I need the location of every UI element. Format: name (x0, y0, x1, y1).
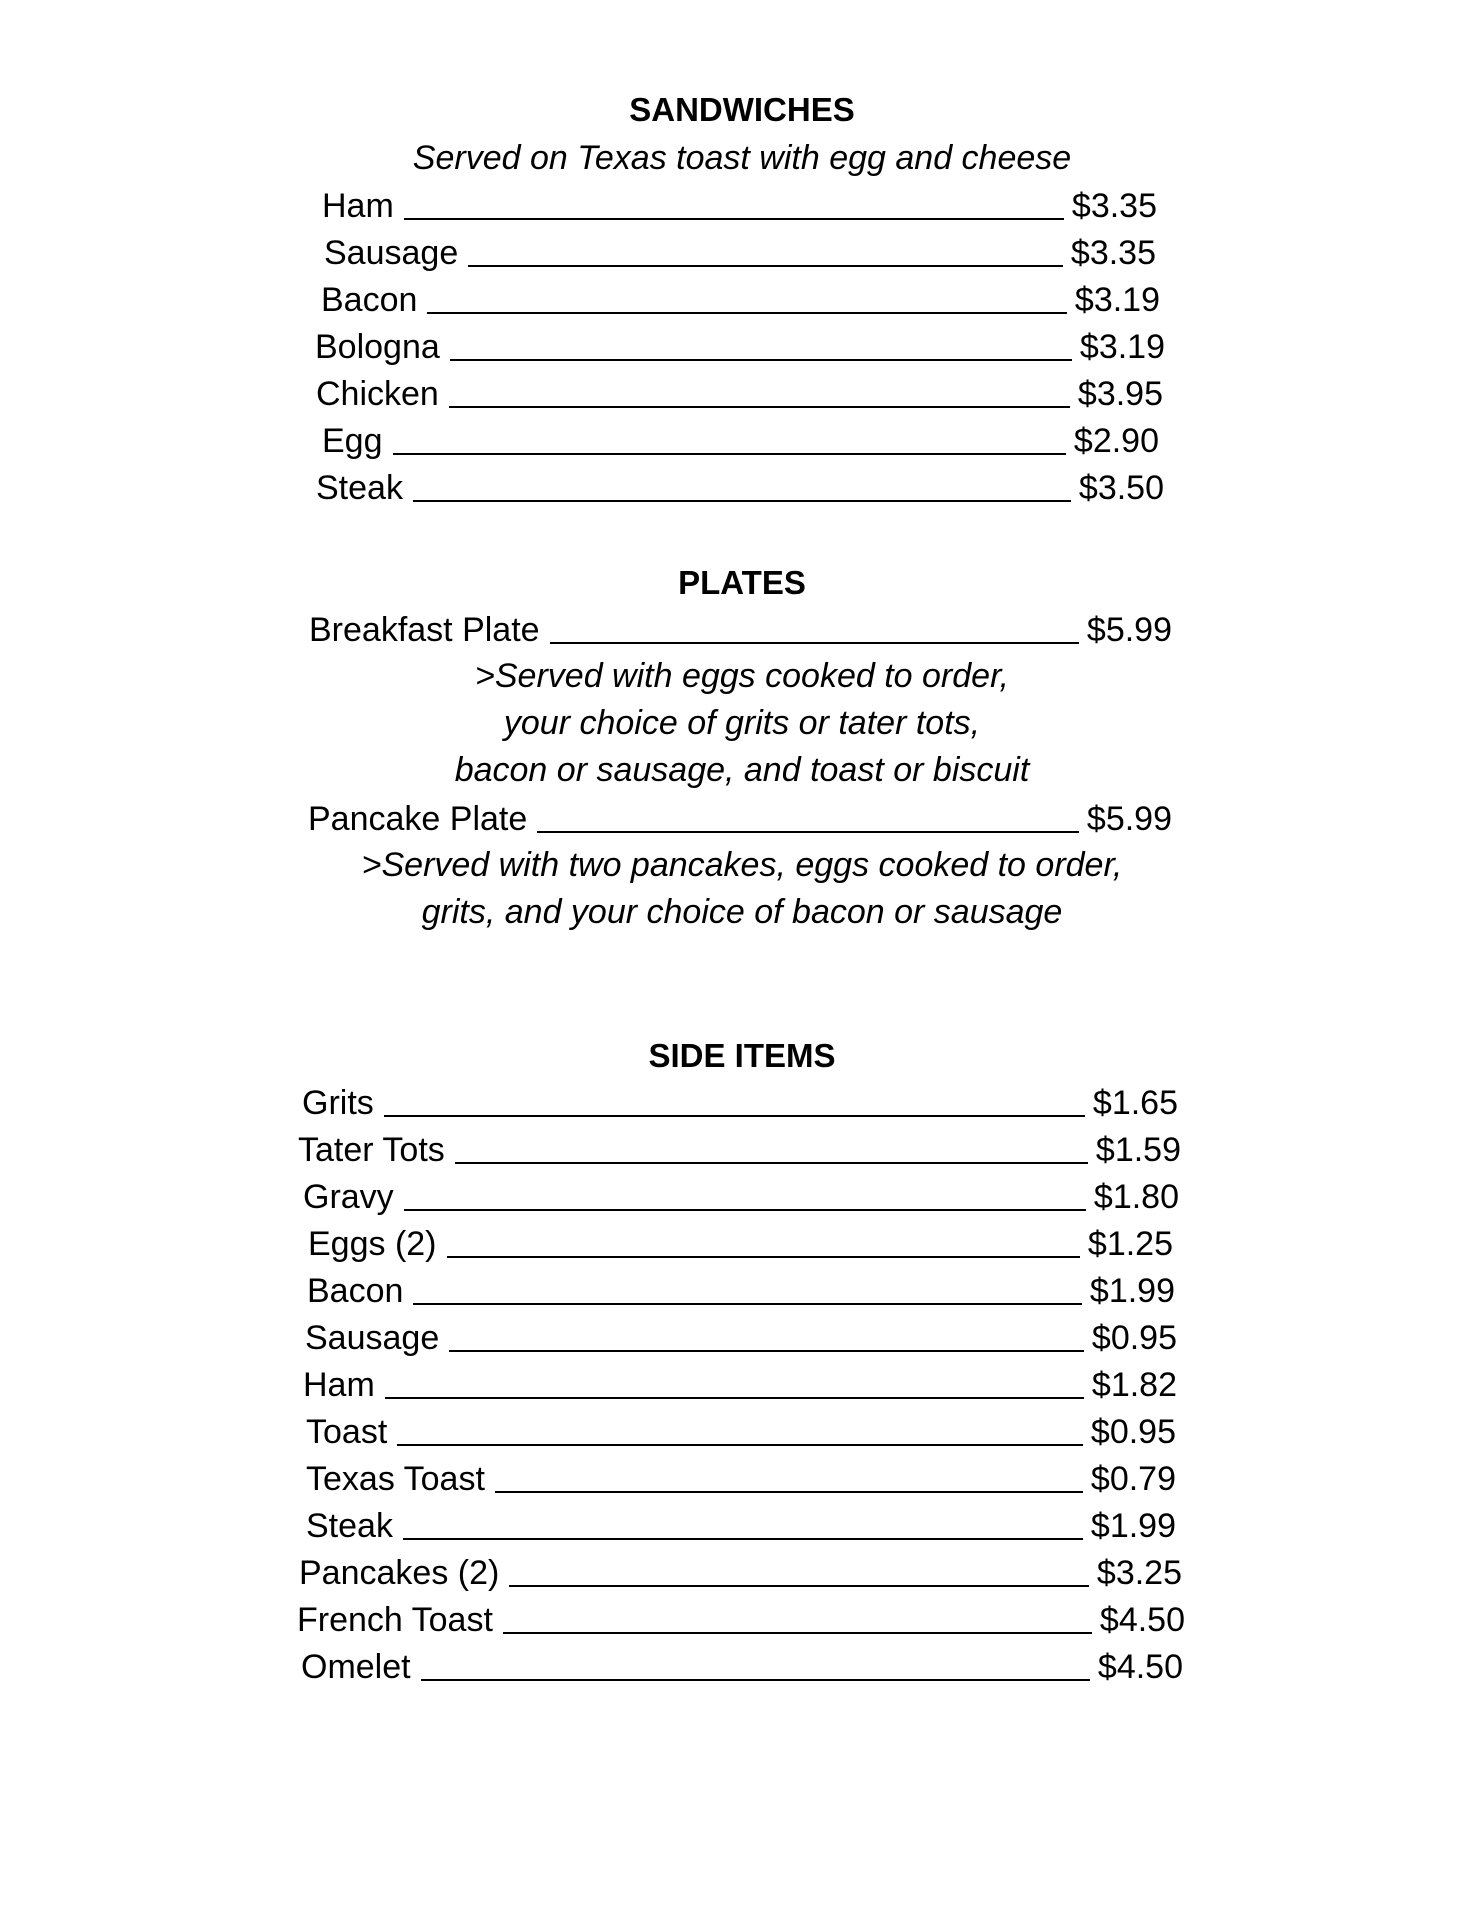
menu-item (306, 1506, 1176, 1546)
menu-item (308, 799, 1172, 839)
item-price: $0.95 (1090, 1413, 1176, 1451)
menu-item (322, 186, 1157, 226)
description-line: grits, and your choice of bacon or sausage (421, 893, 1063, 931)
menu-item (302, 1083, 1178, 1123)
item-description (0, 652, 1484, 793)
item-price: $4.50 (1099, 1601, 1185, 1639)
item-name: Steak (316, 469, 403, 507)
menu-item (309, 610, 1172, 650)
dot-leader (397, 1444, 1083, 1446)
menu-item (321, 280, 1160, 320)
description-line: bacon or sausage, and toast or biscuit (454, 751, 1030, 789)
item-price: $5.99 (1086, 800, 1172, 838)
item-price: $4.50 (1097, 1648, 1183, 1686)
dot-leader (449, 406, 1070, 408)
dot-leader (447, 1256, 1080, 1258)
item-name: Toast (306, 1413, 388, 1451)
item-price: $3.35 (1071, 187, 1157, 225)
dot-leader (384, 1115, 1085, 1117)
item-name: Grits (302, 1084, 374, 1122)
menu-item (299, 1553, 1182, 1593)
item-name: Pancakes (2) (299, 1554, 500, 1592)
side-items-heading: SIDE ITEMS (648, 1037, 836, 1074)
item-price: $5.99 (1086, 611, 1172, 649)
item-price: $3.19 (1074, 281, 1160, 319)
item-price: $1.80 (1093, 1178, 1179, 1216)
item-name: Tater Tots (298, 1131, 445, 1169)
dot-leader (404, 218, 1064, 220)
item-price: $3.50 (1078, 469, 1164, 507)
menu-item (316, 374, 1163, 414)
menu-item (305, 1318, 1177, 1358)
item-name: Bacon (321, 281, 418, 319)
menu-item (308, 1224, 1173, 1264)
item-name: Omelet (301, 1648, 411, 1686)
item-price: $0.95 (1091, 1319, 1177, 1357)
dot-leader (403, 1538, 1083, 1540)
dot-leader (393, 453, 1066, 455)
description-line: your choice of grits or tater tots, (503, 704, 981, 742)
item-price: $1.82 (1091, 1366, 1177, 1404)
item-price: $1.99 (1090, 1507, 1176, 1545)
item-price: $3.25 (1096, 1554, 1182, 1592)
menu-item (297, 1600, 1185, 1640)
item-name: Texas Toast (306, 1460, 485, 1498)
menu-item (306, 1459, 1176, 1499)
item-name: French Toast (297, 1601, 493, 1639)
menu-item (303, 1177, 1179, 1217)
menu-item (303, 1365, 1177, 1405)
item-name: Egg (322, 422, 383, 460)
sandwiches-subtitle: Served on Texas toast with egg and cheese (412, 139, 1072, 177)
dot-leader (413, 500, 1071, 502)
description-line: >Served with eggs cooked to order, (475, 657, 1009, 695)
menu-item (316, 468, 1164, 508)
dot-leader (427, 312, 1067, 314)
plates-heading: PLATES (678, 564, 806, 601)
item-name: Sausage (305, 1319, 440, 1357)
item-name: Gravy (303, 1178, 394, 1216)
item-name: Breakfast Plate (309, 611, 540, 649)
sandwiches-heading: SANDWICHES (629, 91, 855, 128)
item-name: Sausage (324, 234, 459, 272)
dot-leader (385, 1397, 1084, 1399)
item-price: $0.79 (1090, 1460, 1176, 1498)
item-price: $1.65 (1092, 1084, 1178, 1122)
item-name: Bologna (315, 328, 440, 366)
item-price: $1.25 (1087, 1225, 1173, 1263)
menu-item (324, 233, 1156, 273)
item-price: $1.59 (1095, 1131, 1181, 1169)
menu-item (307, 1271, 1175, 1311)
item-price: $3.35 (1070, 234, 1156, 272)
dot-leader (450, 359, 1072, 361)
dot-leader (550, 642, 1079, 644)
menu-item (306, 1412, 1176, 1452)
description-line: >Served with two pancakes, eggs cooked to order, (361, 846, 1123, 884)
dot-leader (468, 265, 1063, 267)
menu-item (301, 1647, 1183, 1687)
item-price: $2.90 (1073, 422, 1159, 460)
item-name: Bacon (307, 1272, 404, 1310)
item-name: Eggs (2) (308, 1225, 437, 1263)
item-description (0, 841, 1484, 935)
dot-leader (413, 1303, 1082, 1305)
dot-leader (404, 1209, 1086, 1211)
dot-leader (449, 1350, 1084, 1352)
dot-leader (455, 1162, 1088, 1164)
dot-leader (509, 1585, 1089, 1587)
item-price: $3.19 (1079, 328, 1165, 366)
item-price: $1.99 (1089, 1272, 1175, 1310)
item-name: Steak (306, 1507, 393, 1545)
item-price: $3.95 (1077, 375, 1163, 413)
dot-leader (503, 1632, 1092, 1634)
item-name: Chicken (316, 375, 439, 413)
dot-leader (495, 1491, 1083, 1493)
menu-item (322, 421, 1159, 461)
item-name: Pancake Plate (308, 800, 528, 838)
item-name: Ham (303, 1366, 375, 1404)
menu-item (298, 1130, 1181, 1170)
item-name: Ham (322, 187, 394, 225)
dot-leader (537, 831, 1079, 833)
menu-item (315, 327, 1165, 367)
dot-leader (421, 1679, 1090, 1681)
